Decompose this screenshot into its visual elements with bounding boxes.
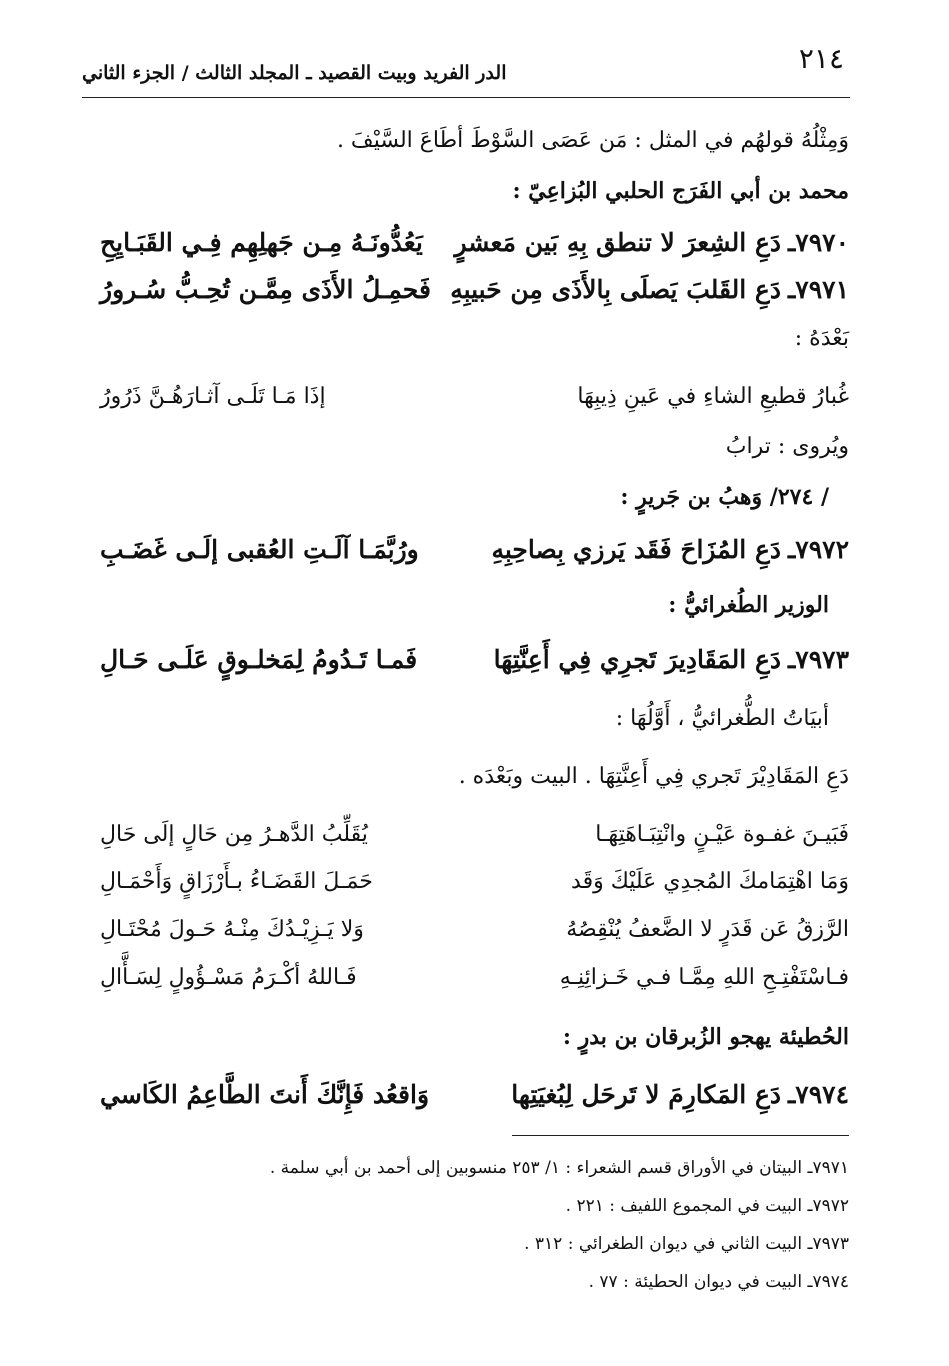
verse-first-hemistich: دَعِ المَكارِمَ لا تَرحَل لِبُغيَتِها <box>511 1080 781 1109</box>
verse-first-hemistich: دَعِ المُزَاحَ فَقَد يَرزي بِصاحِبِهِ <box>491 535 781 564</box>
page-marker-heading: / ٢٧٤/ وَهبُ بن جَريرٍ : <box>620 484 829 510</box>
footnote-divider <box>512 1135 849 1136</box>
verse-first-hemistich: فَبَيـنَ غفـوة عَيْـنٍ وانْتِبَـاهَتِهَـا <box>595 822 849 847</box>
verse-first-hemistich: غُبارُ قطيعِ الشاءِ في عَينِ ذِيبِهَا <box>577 384 849 409</box>
verse-number: ٧٩٧١ـ <box>787 275 849 304</box>
verse-number: ٧٩٧٣ـ <box>787 645 849 674</box>
verse-7973 <box>100 645 849 685</box>
footnote: ٧٩٧٣ـ البيت الثاني في ديوان الطغرائي : ٣١٢ . <box>524 1234 849 1254</box>
verse-7974 <box>100 1080 849 1120</box>
verse-second-hemistich: فَـاللهُ أكْـرَمُ مَسْـؤُولٍ لِسَـأَّالِ <box>100 965 357 990</box>
poet-heading: الحُطيئة يهجو الزُبرقان بن بدرٍ : <box>562 1024 849 1050</box>
verse-second-hemistich: وَاقعُد فَإِنَّكَ أَنتَ الطَّاعِمُ الكَاسي <box>100 1080 430 1109</box>
page-header <box>82 40 850 98</box>
page-number: ٢١٤ <box>798 42 844 75</box>
verse-second-hemistich: يُقَلِّبُ الدَّهـرُ مِن حَالٍ إلَى حَالِ <box>100 822 368 847</box>
header-divider <box>82 97 850 98</box>
verse-second-hemistich: حَمَـلَ القَضَـاءُ بـأَرْزَاقٍ وَأَحْمَـالِ <box>100 869 373 894</box>
verse-second-hemistich: فَحمِـلُ الأَذَى مِمَّـن تُحِـبُّ سُـرورُ <box>100 275 431 304</box>
abyat-line: أبيَاتُ الطُّغرائيُّ ، أَوَّلُهَا : <box>615 706 829 731</box>
verse-first-hemistich: دَعِ الشِعرَ لا تنطق بِهِ بَين مَعشرٍ <box>454 228 781 257</box>
verse-after-7971 <box>100 384 849 424</box>
verse-second-hemistich: ورُبَّمَـا آلَـتِ العُقبى إلَـى غَضَـبِ <box>100 535 419 564</box>
poem-line <box>100 965 849 1005</box>
poet-heading: محمد بن أبي الفَرَج الحلبي البُزاعِيّ : <box>512 178 849 204</box>
verse-7970 <box>100 228 849 268</box>
verse-second-hemistich: فَمـا تَـدُومُ لِمَخلـوقٍ عَلَـى حَـالِ <box>100 645 418 674</box>
running-title: الدر الفريد وبيت القصيد ـ المجلد الثالث / الجزء الثاني <box>82 62 507 84</box>
verse-second-hemistich: إذَا مَـا تَلَـى آثـارَهُـنَّ ذَرُورُ <box>100 384 326 409</box>
verse-second-hemistich: وَلا يَـزِيْـدُكَ مِنْـهُ حَـولَ مُحْتَـالِ <box>100 917 364 942</box>
verse-first-hemistich: دَعِ المَقَادِيرَ تَجرِي فِي أَعِنَّتِهَا <box>493 645 781 674</box>
verse-7971 <box>100 275 849 315</box>
poem-line <box>100 917 849 957</box>
verse-first-hemistich: دَعِ القَلبَ يَصلَى بِالأَذَى مِن حَبيبِهِ <box>450 275 781 304</box>
poet-heading: الوزير الطُغرائيُّ : <box>668 592 829 618</box>
verse-first-hemistich: فـاسْتَفْتِـحِ اللهِ مِمَّـا فـي خَـزائِنِـهِ <box>559 965 849 990</box>
verse-number: ٧٩٧٠ـ <box>787 228 849 257</box>
intro-line: وَمِثْلُهُ قولهُم في المثل : مَن عَصَى السَّوْطَ أطَاعَ السَّيْفَ . <box>336 128 849 153</box>
verse-number: ٧٩٧٤ـ <box>787 1080 849 1109</box>
footnote: ٧٩٧٤ـ البيت في ديوان الحطيئة : ٧٧ . <box>588 1272 849 1292</box>
footnote: ٧٩٧١ـ البيتان في الأوراق قسم الشعراء : ١/ ٢٥٣ منسوبين إلى أحمد بن أبي سلمة . <box>269 1158 849 1178</box>
verse-7972 <box>100 535 849 575</box>
poem-line <box>100 822 849 862</box>
verse-second-hemistich: يَعُدُّونَـهُ مِـن جَهلِهِم فِـي القَبَـايِحِ <box>100 228 423 257</box>
quote-line: دَعِ المَقَادِيْرَ تَجري فِي أَعِنَّتِهَا . البيت وبَعْدَه . <box>458 764 849 789</box>
verse-number: ٧٩٧٢ـ <box>787 535 849 564</box>
footnote: ٧٩٧٢ـ البيت في المجموع اللفيف : ٢٢١ . <box>565 1196 849 1216</box>
verse-first-hemistich: وَمَا اهْتِمَامكَ المُجدِي عَلَيْكَ وَقَد <box>571 869 849 894</box>
badahu-label: بَعْدَهُ : <box>794 326 849 351</box>
variant-note: ويُروى : ترابُ <box>725 434 849 459</box>
poem-line <box>100 869 849 909</box>
verse-first-hemistich: الرَّزقُ عَن قَدَرٍ لا الضَّعفُ يُنْقِصُهُ <box>566 917 849 942</box>
